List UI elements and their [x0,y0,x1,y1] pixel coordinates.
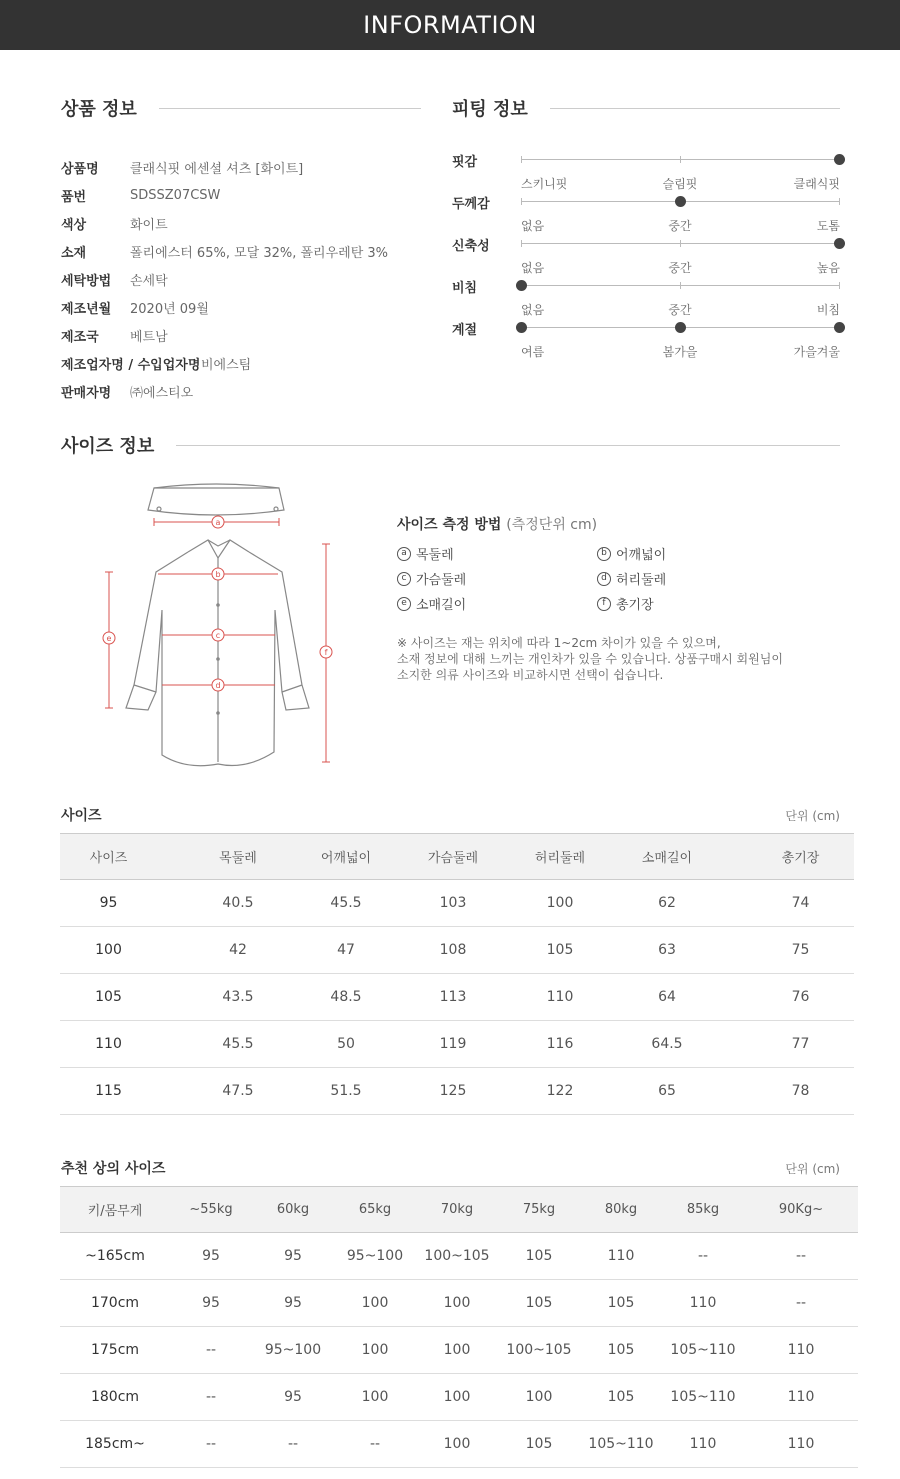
measure-method [397,514,817,683]
table-cell: 105 [580,1280,662,1327]
information-header [0,0,900,50]
table-cell: 43.5 [157,974,319,1021]
table-header-cell: 60kg [252,1187,334,1233]
table-row [60,1233,858,1280]
product-info-value: 클래식핏 에센셜 셔츠 [화이트] [130,161,304,177]
scale-selected-dot [834,154,845,165]
table-header-cell: 소매길이 [587,834,747,880]
table-cell: 175cm [60,1327,170,1374]
scale-tick [521,156,522,163]
table-cell: 125 [373,1068,533,1115]
table-cell: 185cm~ [60,1421,170,1468]
table-header-cell: 어깨넓이 [319,834,373,880]
product-info-row [61,349,421,377]
rec-table-head [60,1187,858,1233]
fitting-label: 신축성 [452,239,490,254]
table-cell: 65 [587,1068,747,1115]
table-cell: 100 [416,1374,498,1421]
fitting-row [452,151,840,193]
rec-table-unit: 단위 (cm) [785,1161,840,1176]
table-row [60,927,854,974]
table-cell: 170cm [60,1280,170,1327]
table-cell: 77 [747,1021,854,1068]
table-cell: -- [744,1233,858,1280]
scale-tick [521,198,522,205]
shirt-diagram [96,480,346,770]
fitting-scale [521,285,840,317]
svg-text:d: d [215,681,221,690]
table-cell: 105~110 [580,1421,662,1468]
table-cell: 105 [580,1327,662,1374]
table-cell: -- [744,1280,858,1327]
fitting-scale [521,159,840,191]
table-row [60,1327,858,1374]
table-cell: 100 [498,1374,580,1421]
measure-mark: b [597,547,611,561]
product-info-row [61,153,421,181]
measure-item [597,569,797,588]
scale-tick [680,282,681,289]
table-cell: 76 [747,974,854,1021]
table-row [60,880,854,927]
scale-option-label: 비침 [816,303,840,317]
table-header-cell: 사이즈 [60,834,157,880]
size-table-head [60,834,854,880]
size-info-section [61,432,840,458]
table-cell: 103 [373,880,533,927]
table-cell: 95~100 [334,1233,416,1280]
table-cell: 95~100 [252,1327,334,1374]
table-cell: 105 [580,1374,662,1421]
table-cell: 110 [744,1421,858,1468]
table-cell: 116 [533,1021,587,1068]
scale-option-label: 없음 [521,219,545,233]
scale-option-label: 여름 [521,345,545,359]
measure-method-list [397,544,817,613]
measure-label: 가슴둘레 [416,573,467,588]
table-cell: 105 [498,1233,580,1280]
scale-option-label: 스키니핏 [521,177,568,191]
fitting-row [452,277,840,319]
table-cell: 110 [744,1374,858,1421]
table-cell: 47 [319,927,373,974]
scale-option-label: 가을겨울 [793,345,840,359]
scale-selected-dot [834,322,845,333]
recommend-size-table [60,1186,858,1468]
table-cell: 110 [580,1233,662,1280]
scale-selected-dot [834,238,845,249]
product-info-value: 비에스팀 [201,357,252,373]
table-row [60,1374,858,1421]
product-info-row [61,209,421,237]
table-header-cell: 90Kg~ [744,1187,858,1233]
svg-text:e: e [106,634,112,643]
table-cell: 95 [252,1374,334,1421]
table-cell: 105~110 [662,1374,744,1421]
scale-selected-dot [675,322,686,333]
product-info-row [61,377,421,405]
product-info-label: 제조국 [61,329,99,345]
measure-mark: d [597,572,611,586]
scale-tick [839,198,840,205]
product-info-label: 세탁방법 [61,273,112,289]
measure-item [597,594,797,613]
size-info-title: 사이즈 정보 [61,436,155,457]
product-info-label: 소재 [61,245,87,261]
header-title: INFORMATION [363,11,537,39]
product-info-value: 화이트 [130,217,168,233]
svg-text:f: f [324,648,328,657]
rec-table-body [60,1233,858,1468]
product-info-value: 2020년 09월 [130,301,209,317]
product-info-row [61,265,421,293]
table-cell: -- [170,1421,252,1468]
scale-option-label: 슬림핏 [662,177,698,191]
table-row [60,1068,854,1115]
table-cell: 100 [416,1280,498,1327]
table-header-cell: 목둘레 [157,834,319,880]
table-cell: 95 [60,880,157,927]
fitting-info [452,95,840,361]
measure-unit: (측정단위 cm) [506,517,598,533]
table-cell: 45.5 [157,1021,319,1068]
table-cell: 100~105 [416,1233,498,1280]
scale-tick [521,240,522,247]
divider [550,108,840,109]
product-info-value: ㈜에스티오 [130,385,194,401]
table-cell: 95 [170,1233,252,1280]
table-cell: -- [252,1421,334,1468]
table-header-cell: 가슴둘레 [373,834,533,880]
fitting-info-list [452,151,840,361]
product-info-value: 손세탁 [130,273,168,289]
table-row [60,974,854,1021]
scale-option-label: 높음 [816,261,840,275]
table-cell: 100~105 [498,1327,580,1374]
table-cell: 100 [334,1280,416,1327]
svg-text:b: b [215,570,221,579]
table-cell: 105 [60,974,157,1021]
table-header-cell: 허리둘레 [533,834,587,880]
size-note [397,635,817,683]
product-info-label: 색상 [61,217,87,233]
measure-mark: a [397,547,411,561]
product-info-value: SDSSZ07CSW [130,187,221,203]
size-note-line: 소재 정보에 대해 느끼는 개인차가 있을 수 있습니다. 상품구매시 회원님이 [397,652,783,666]
svg-text:c: c [215,631,221,640]
product-info-value: 폴리에스터 65%, 모달 32%, 폴리우레탄 3% [130,245,389,261]
size-table-header [61,805,840,825]
fitting-label: 두께감 [452,197,490,212]
table-cell: 100 [533,880,587,927]
size-info-heading [61,432,840,458]
product-info [61,95,421,405]
measure-item [397,594,597,613]
product-info-row [61,181,421,209]
table-header-cell: 65kg [334,1187,416,1233]
fitting-scale [521,201,840,233]
table-cell: 122 [533,1068,587,1115]
table-cell: -- [334,1421,416,1468]
table-cell: 100 [334,1327,416,1374]
table-cell: 108 [373,927,533,974]
table-cell: 110 [662,1421,744,1468]
product-info-title: 상품 정보 [61,99,137,120]
table-cell: 110 [533,974,587,1021]
marker-d [212,679,224,691]
marker-f [320,646,332,658]
measure-method-heading [397,514,817,534]
measure-label: 소매길이 [416,598,467,613]
table-row [60,1021,854,1068]
table-cell: 110 [744,1327,858,1374]
product-info-heading [61,95,421,121]
fitting-row [452,193,840,235]
table-cell: 95 [252,1280,334,1327]
product-info-row [61,293,421,321]
fitting-label: 비침 [452,281,478,296]
scale-option-label: 클래식핏 [793,177,840,191]
size-table-unit: 단위 (cm) [785,808,840,823]
table-cell: 64.5 [587,1021,747,1068]
table-cell: 64 [587,974,747,1021]
table-cell: 105~110 [662,1327,744,1374]
fitting-info-heading [452,95,840,121]
scale-selected-dot [516,322,527,333]
table-cell: 51.5 [319,1068,373,1115]
measure-item [397,569,597,588]
table-cell: 115 [60,1068,157,1115]
table-cell: 40.5 [157,880,319,927]
table-cell: -- [170,1327,252,1374]
rec-table-title: 추천 상의 사이즈 [61,1161,166,1177]
marker-b [212,568,224,580]
table-header-cell: 키/몸무게 [60,1187,170,1233]
product-info-label: 제조업자명 / 수입업자명 [61,357,201,373]
measure-label: 목둘레 [416,548,454,563]
fitting-label: 핏감 [452,155,478,170]
product-info-value: 베트남 [130,329,168,345]
table-cell: 180cm [60,1374,170,1421]
marker-e [103,632,115,644]
table-cell: 45.5 [319,880,373,927]
fitting-row [452,319,840,361]
table-header-cell: ~55kg [170,1187,252,1233]
scale-tick [839,282,840,289]
divider [176,445,840,446]
table-cell: 48.5 [319,974,373,1021]
measure-label: 어깨넓이 [616,548,667,563]
size-table-body [60,880,854,1115]
table-cell: 100 [60,927,157,974]
table-cell: 78 [747,1068,854,1115]
measure-item [397,544,597,563]
product-info-label: 상품명 [61,161,99,177]
table-cell: 100 [334,1374,416,1421]
table-cell: 50 [319,1021,373,1068]
table-header-cell: 80kg [580,1187,662,1233]
table-cell: 95 [170,1280,252,1327]
fitting-scale [521,243,840,275]
measure-method-title: 사이즈 측정 방법 [397,517,502,533]
table-header-cell: 85kg [662,1187,744,1233]
measure-mark: c [397,572,411,586]
table-header-cell: 75kg [498,1187,580,1233]
rec-table-header [61,1158,840,1178]
table-cell: 74 [747,880,854,927]
table-cell: ~165cm [60,1233,170,1280]
product-info-label: 제조년월 [61,301,112,317]
measure-item [597,544,797,563]
measure-label: 허리둘레 [616,573,667,588]
divider [159,108,421,109]
product-info-list [61,153,421,405]
scale-option-label: 봄가을 [662,345,698,359]
fitting-label: 계절 [452,323,478,338]
scale-selected-dot [675,196,686,207]
table-row [60,1280,858,1327]
marker-a [212,516,224,528]
size-note-line: 소지한 의류 사이즈와 비교하시면 선택이 쉽습니다. [397,668,664,682]
table-cell: 42 [157,927,319,974]
size-note-line: ※ 사이즈는 재는 위치에 따라 1~2cm 차이가 있을 수 있으며, [397,636,721,650]
shirt-illustration [96,480,346,770]
table-cell: 119 [373,1021,533,1068]
fitting-scale [521,327,840,359]
scale-option-label: 없음 [521,303,545,317]
table-cell: 113 [373,974,533,1021]
table-header-cell: 70kg [416,1187,498,1233]
product-info-row [61,321,421,349]
table-cell: 105 [498,1421,580,1468]
scale-option-label: 중간 [668,261,692,275]
scale-option-label: 중간 [668,303,692,317]
table-cell: 110 [60,1021,157,1068]
table-cell: 110 [662,1280,744,1327]
scale-option-label: 도톰 [816,219,840,233]
size-table-title: 사이즈 [61,808,102,824]
marker-c [212,629,224,641]
measure-mark: f [597,597,611,611]
table-cell: 95 [252,1233,334,1280]
table-row [60,1421,858,1468]
scale-tick [680,156,681,163]
svg-text:a: a [215,518,221,527]
size-table [60,833,854,1115]
fitting-info-title: 피팅 정보 [452,99,528,120]
product-info-label: 판매자명 [61,385,112,401]
table-cell: 75 [747,927,854,974]
table-cell: -- [170,1374,252,1421]
product-info-row [61,237,421,265]
scale-option-label: 없음 [521,261,545,275]
table-cell: 100 [416,1327,498,1374]
table-cell: 100 [416,1421,498,1468]
table-cell: 62 [587,880,747,927]
scale-tick [680,240,681,247]
product-info-label: 품번 [61,189,87,205]
table-header-cell: 총기장 [747,834,854,880]
table-cell: -- [662,1233,744,1280]
table-cell: 105 [498,1280,580,1327]
table-cell: 47.5 [157,1068,319,1115]
table-cell: 63 [587,927,747,974]
fitting-row [452,235,840,277]
scale-option-label: 중간 [668,219,692,233]
measure-mark: e [397,597,411,611]
scale-selected-dot [516,280,527,291]
table-cell: 105 [533,927,587,974]
measure-label: 총기장 [616,598,654,613]
